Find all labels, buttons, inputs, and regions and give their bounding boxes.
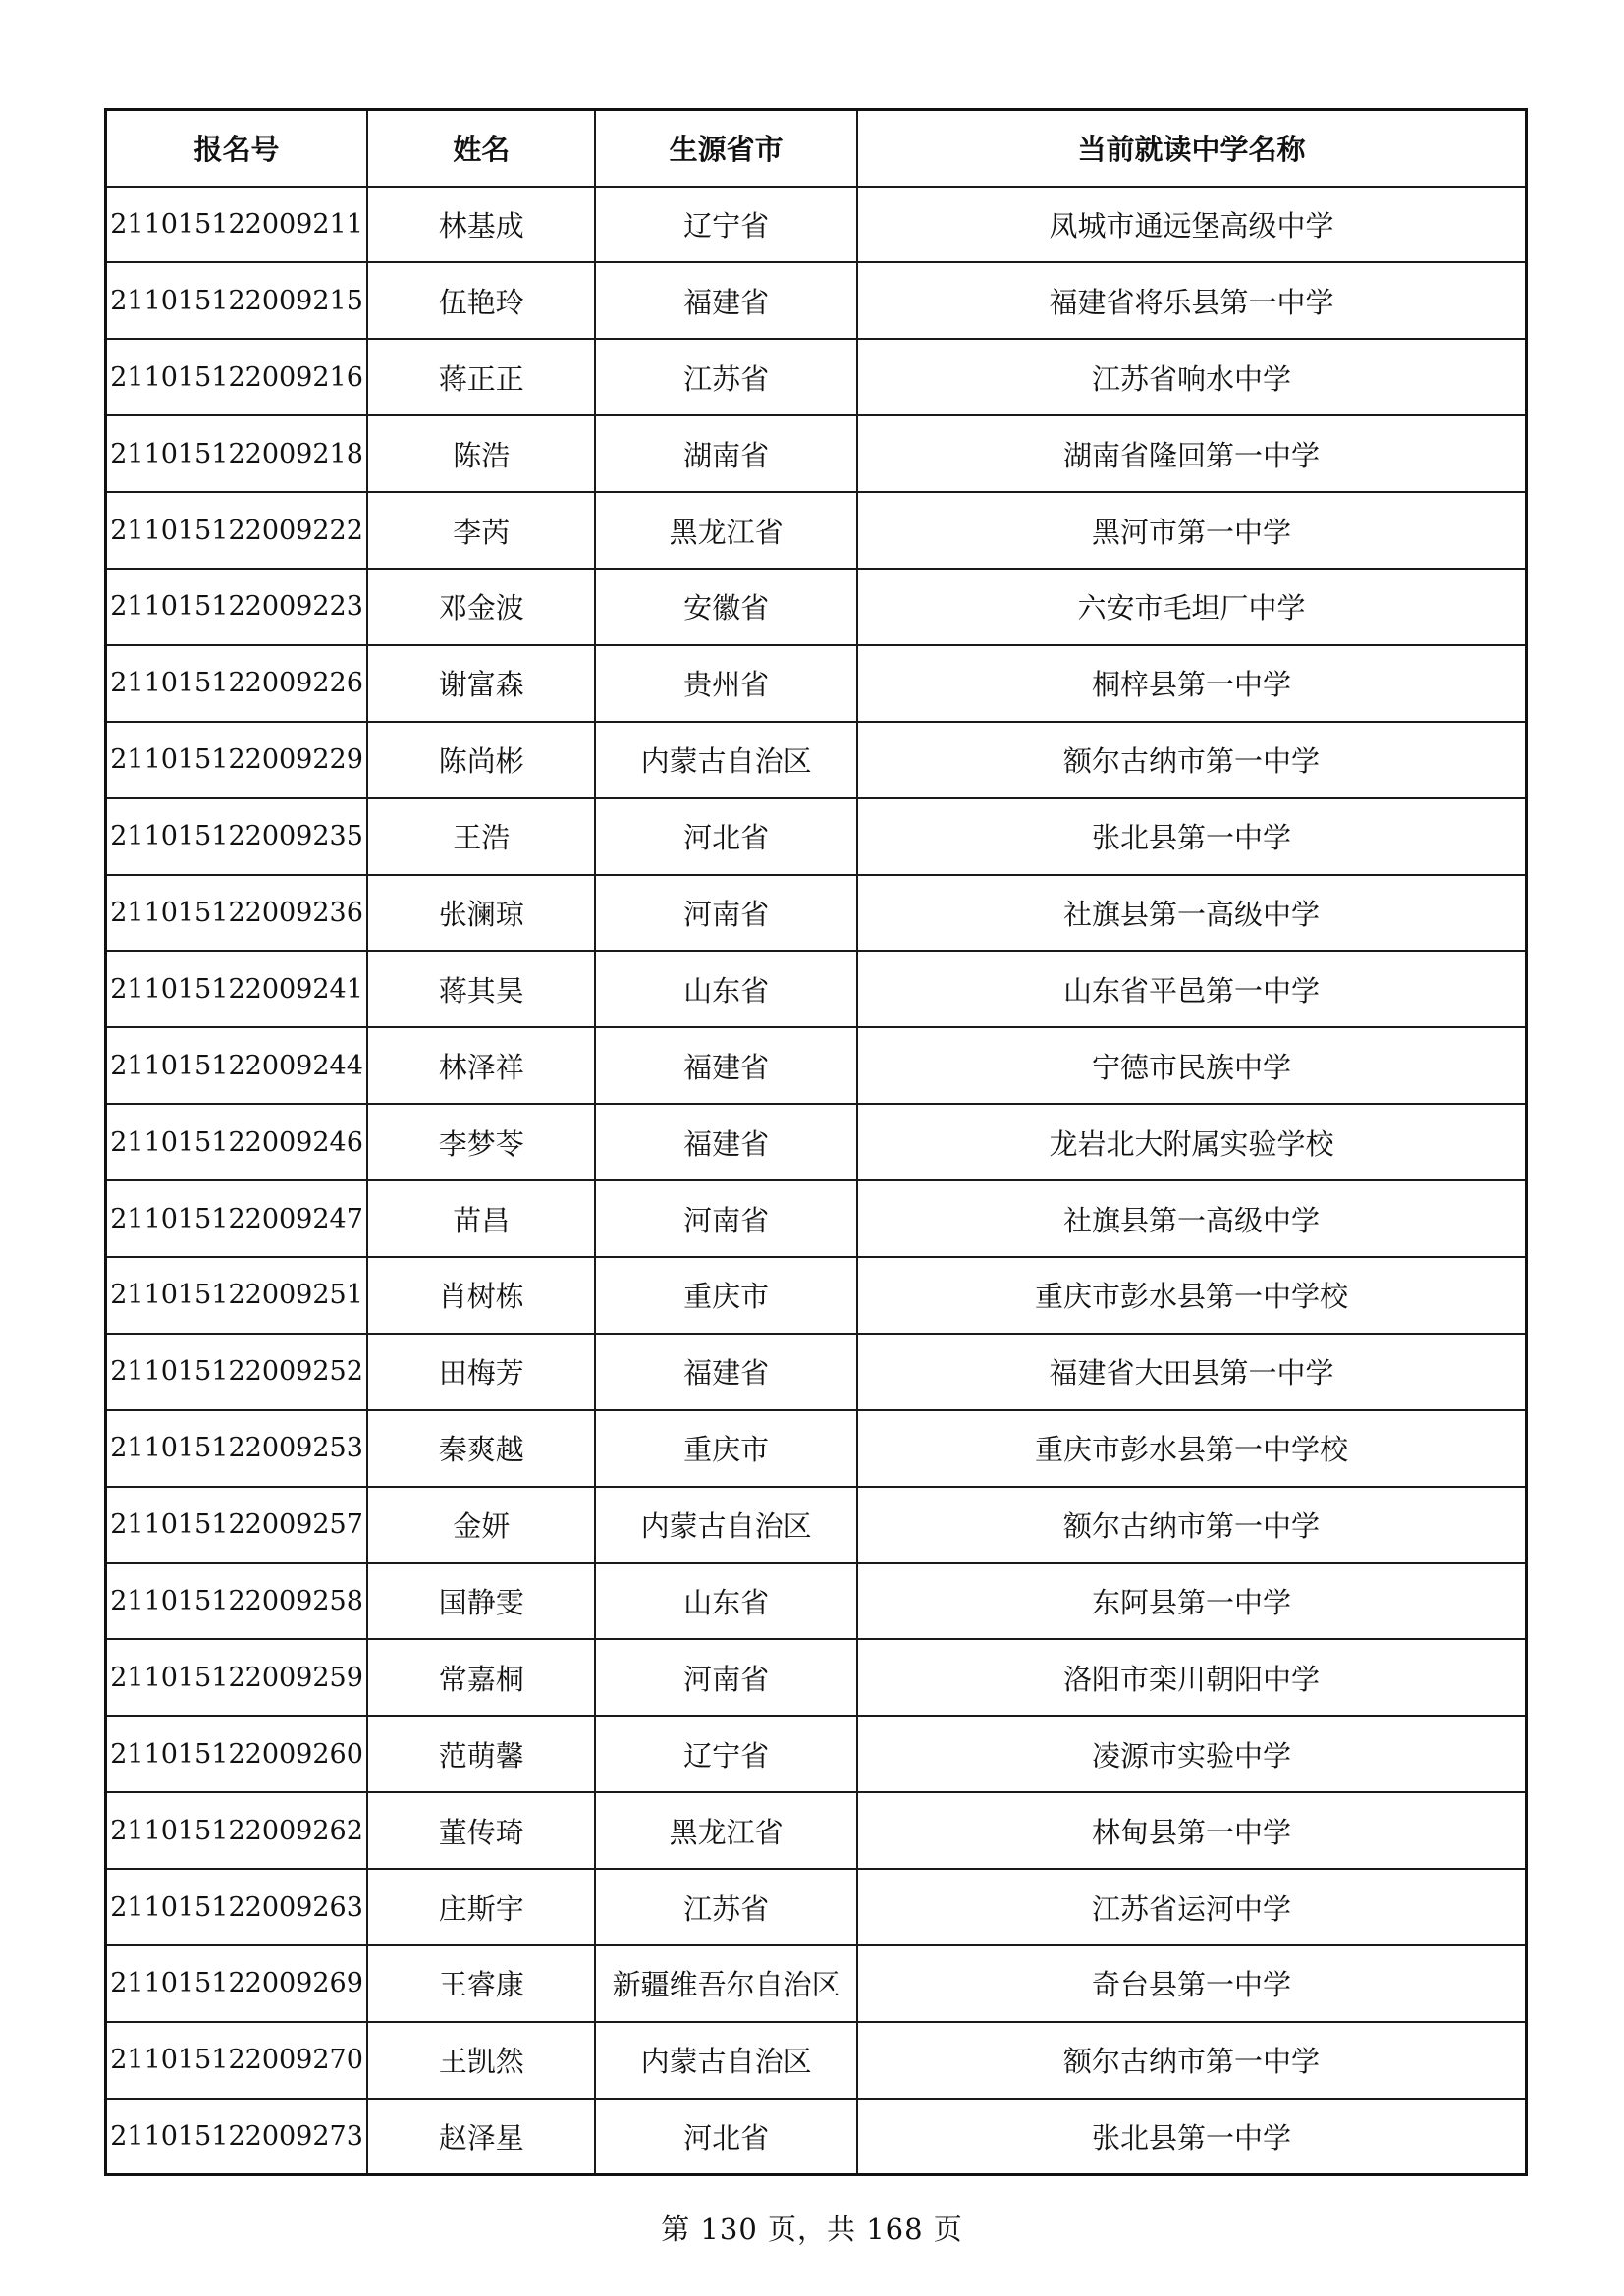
table-row (106, 1487, 1527, 1563)
cell-name: 常嘉桐 (367, 1639, 595, 1716)
cell-current-school: 江苏省运河中学 (857, 1869, 1527, 1945)
cell-name: 赵泽星 (367, 2099, 595, 2175)
cell-registration-number: 211015122009253 (106, 1410, 368, 1487)
cell-current-school: 凌源市实验中学 (857, 1716, 1527, 1792)
cell-origin-province: 重庆市 (595, 1410, 857, 1487)
cell-registration-number: 211015122009263 (106, 1869, 368, 1945)
cell-registration-number: 211015122009252 (106, 1334, 368, 1410)
cell-current-school: 江苏省响水中学 (857, 339, 1527, 415)
cell-name: 李梦苓 (367, 1104, 595, 1180)
cell-registration-number: 211015122009247 (106, 1180, 368, 1257)
table-row (106, 1716, 1527, 1792)
cell-registration-number: 211015122009269 (106, 1945, 368, 2022)
applicant-table (104, 108, 1528, 2176)
cell-origin-province: 山东省 (595, 1563, 857, 1640)
table-row (106, 1257, 1527, 1334)
cell-origin-province: 贵州省 (595, 645, 857, 722)
cell-origin-province: 福建省 (595, 1104, 857, 1180)
header-name: 姓名 (367, 110, 595, 187)
table-body (106, 187, 1527, 2175)
cell-name: 蒋其昊 (367, 951, 595, 1027)
cell-origin-province: 重庆市 (595, 1257, 857, 1334)
table-row (106, 645, 1527, 722)
cell-current-school: 宁德市民族中学 (857, 1027, 1527, 1104)
cell-origin-province: 内蒙古自治区 (595, 1487, 857, 1563)
table-row (106, 722, 1527, 798)
cell-name: 张澜琼 (367, 875, 595, 952)
cell-current-school: 东阿县第一中学 (857, 1563, 1527, 1640)
cell-origin-province: 福建省 (595, 1027, 857, 1104)
cell-current-school: 额尔古纳市第一中学 (857, 1487, 1527, 1563)
cell-registration-number: 211015122009251 (106, 1257, 368, 1334)
table-row (106, 1410, 1527, 1487)
cell-name: 庄斯宇 (367, 1869, 595, 1945)
cell-registration-number: 211015122009229 (106, 722, 368, 798)
cell-origin-province: 河南省 (595, 1180, 857, 1257)
cell-registration-number: 211015122009215 (106, 262, 368, 339)
table-header-row (106, 110, 1527, 187)
cell-registration-number: 211015122009246 (106, 1104, 368, 1180)
table-row (106, 569, 1527, 645)
cell-current-school: 湖南省隆回第一中学 (857, 415, 1527, 492)
cell-current-school: 奇台县第一中学 (857, 1945, 1527, 2022)
table-row (106, 951, 1527, 1027)
cell-name: 王睿康 (367, 1945, 595, 2022)
table-row (106, 1180, 1527, 1257)
table-row (106, 1334, 1527, 1410)
cell-name: 肖树栋 (367, 1257, 595, 1334)
cell-current-school: 社旗县第一高级中学 (857, 875, 1527, 952)
table-row (106, 1869, 1527, 1945)
table-row (106, 2022, 1527, 2099)
cell-origin-province: 黑龙江省 (595, 1792, 857, 1869)
cell-name: 金妍 (367, 1487, 595, 1563)
cell-origin-province: 辽宁省 (595, 1716, 857, 1792)
cell-name: 范萌馨 (367, 1716, 595, 1792)
cell-origin-province: 内蒙古自治区 (595, 722, 857, 798)
cell-name: 王凯然 (367, 2022, 595, 2099)
cell-registration-number: 211015122009273 (106, 2099, 368, 2175)
cell-registration-number: 211015122009216 (106, 339, 368, 415)
cell-origin-province: 福建省 (595, 1334, 857, 1410)
table-row (106, 1104, 1527, 1180)
cell-current-school: 福建省大田县第一中学 (857, 1334, 1527, 1410)
header-current-school: 当前就读中学名称 (857, 110, 1527, 187)
cell-registration-number: 211015122009223 (106, 569, 368, 645)
cell-name: 林基成 (367, 187, 595, 263)
cell-current-school: 重庆市彭水县第一中学校 (857, 1410, 1527, 1487)
cell-name: 国静雯 (367, 1563, 595, 1640)
cell-current-school: 洛阳市栾川朝阳中学 (857, 1639, 1527, 1716)
cell-current-school: 六安市毛坦厂中学 (857, 569, 1527, 645)
cell-registration-number: 211015122009235 (106, 798, 368, 875)
cell-current-school: 林甸县第一中学 (857, 1792, 1527, 1869)
cell-origin-province: 山东省 (595, 951, 857, 1027)
cell-registration-number: 211015122009222 (106, 492, 368, 569)
cell-name: 谢富森 (367, 645, 595, 722)
table-row (106, 1563, 1527, 1640)
table-row (106, 1792, 1527, 1869)
cell-name: 苗昌 (367, 1180, 595, 1257)
header-registration-number: 报名号 (106, 110, 368, 187)
cell-name: 秦爽越 (367, 1410, 595, 1487)
cell-origin-province: 河南省 (595, 875, 857, 952)
cell-name: 陈尚彬 (367, 722, 595, 798)
cell-origin-province: 河北省 (595, 2099, 857, 2175)
cell-registration-number: 211015122009226 (106, 645, 368, 722)
cell-current-school: 张北县第一中学 (857, 798, 1527, 875)
cell-origin-province: 安徽省 (595, 569, 857, 645)
cell-current-school: 凤城市通远堡高级中学 (857, 187, 1527, 263)
cell-origin-province: 黑龙江省 (595, 492, 857, 569)
cell-name: 林泽祥 (367, 1027, 595, 1104)
cell-registration-number: 211015122009241 (106, 951, 368, 1027)
cell-name: 陈浩 (367, 415, 595, 492)
cell-registration-number: 211015122009218 (106, 415, 368, 492)
cell-name: 蒋正正 (367, 339, 595, 415)
cell-current-school: 山东省平邑第一中学 (857, 951, 1527, 1027)
table-row (106, 187, 1527, 263)
cell-current-school: 社旗县第一高级中学 (857, 1180, 1527, 1257)
cell-name: 田梅芳 (367, 1334, 595, 1410)
cell-name: 董传琦 (367, 1792, 595, 1869)
table-row (106, 415, 1527, 492)
cell-name: 伍艳玲 (367, 262, 595, 339)
cell-registration-number: 211015122009259 (106, 1639, 368, 1716)
table-row (106, 1639, 1527, 1716)
table-row (106, 1945, 1527, 2022)
table-row (106, 262, 1527, 339)
table-row (106, 1027, 1527, 1104)
table-row (106, 2099, 1527, 2175)
cell-registration-number: 211015122009236 (106, 875, 368, 952)
cell-registration-number: 211015122009270 (106, 2022, 368, 2099)
cell-origin-province: 福建省 (595, 262, 857, 339)
cell-registration-number: 211015122009211 (106, 187, 368, 263)
cell-origin-province: 江苏省 (595, 1869, 857, 1945)
cell-name: 李芮 (367, 492, 595, 569)
cell-registration-number: 211015122009258 (106, 1563, 368, 1640)
table-row (106, 339, 1527, 415)
header-origin-province: 生源省市 (595, 110, 857, 187)
cell-origin-province: 新疆维吾尔自治区 (595, 1945, 857, 2022)
cell-current-school: 黑河市第一中学 (857, 492, 1527, 569)
cell-origin-province: 江苏省 (595, 339, 857, 415)
cell-registration-number: 211015122009257 (106, 1487, 368, 1563)
cell-registration-number: 211015122009262 (106, 1792, 368, 1869)
cell-current-school: 桐梓县第一中学 (857, 645, 1527, 722)
table-row (106, 875, 1527, 952)
cell-origin-province: 河北省 (595, 798, 857, 875)
table-row (106, 492, 1527, 569)
cell-origin-province: 河南省 (595, 1639, 857, 1716)
cell-current-school: 重庆市彭水县第一中学校 (857, 1257, 1527, 1334)
cell-current-school: 福建省将乐县第一中学 (857, 262, 1527, 339)
cell-origin-province: 辽宁省 (595, 187, 857, 263)
cell-origin-province: 内蒙古自治区 (595, 2022, 857, 2099)
cell-registration-number: 211015122009244 (106, 1027, 368, 1104)
cell-current-school: 张北县第一中学 (857, 2099, 1527, 2175)
table-row (106, 798, 1527, 875)
cell-origin-province: 湖南省 (595, 415, 857, 492)
cell-registration-number: 211015122009260 (106, 1716, 368, 1792)
page-number-footer: 第 130 页，共 168 页 (661, 2213, 963, 2246)
cell-name: 邓金波 (367, 569, 595, 645)
cell-name: 王浩 (367, 798, 595, 875)
cell-current-school: 龙岩北大附属实验学校 (857, 1104, 1527, 1180)
cell-current-school: 额尔古纳市第一中学 (857, 722, 1527, 798)
cell-current-school: 额尔古纳市第一中学 (857, 2022, 1527, 2099)
